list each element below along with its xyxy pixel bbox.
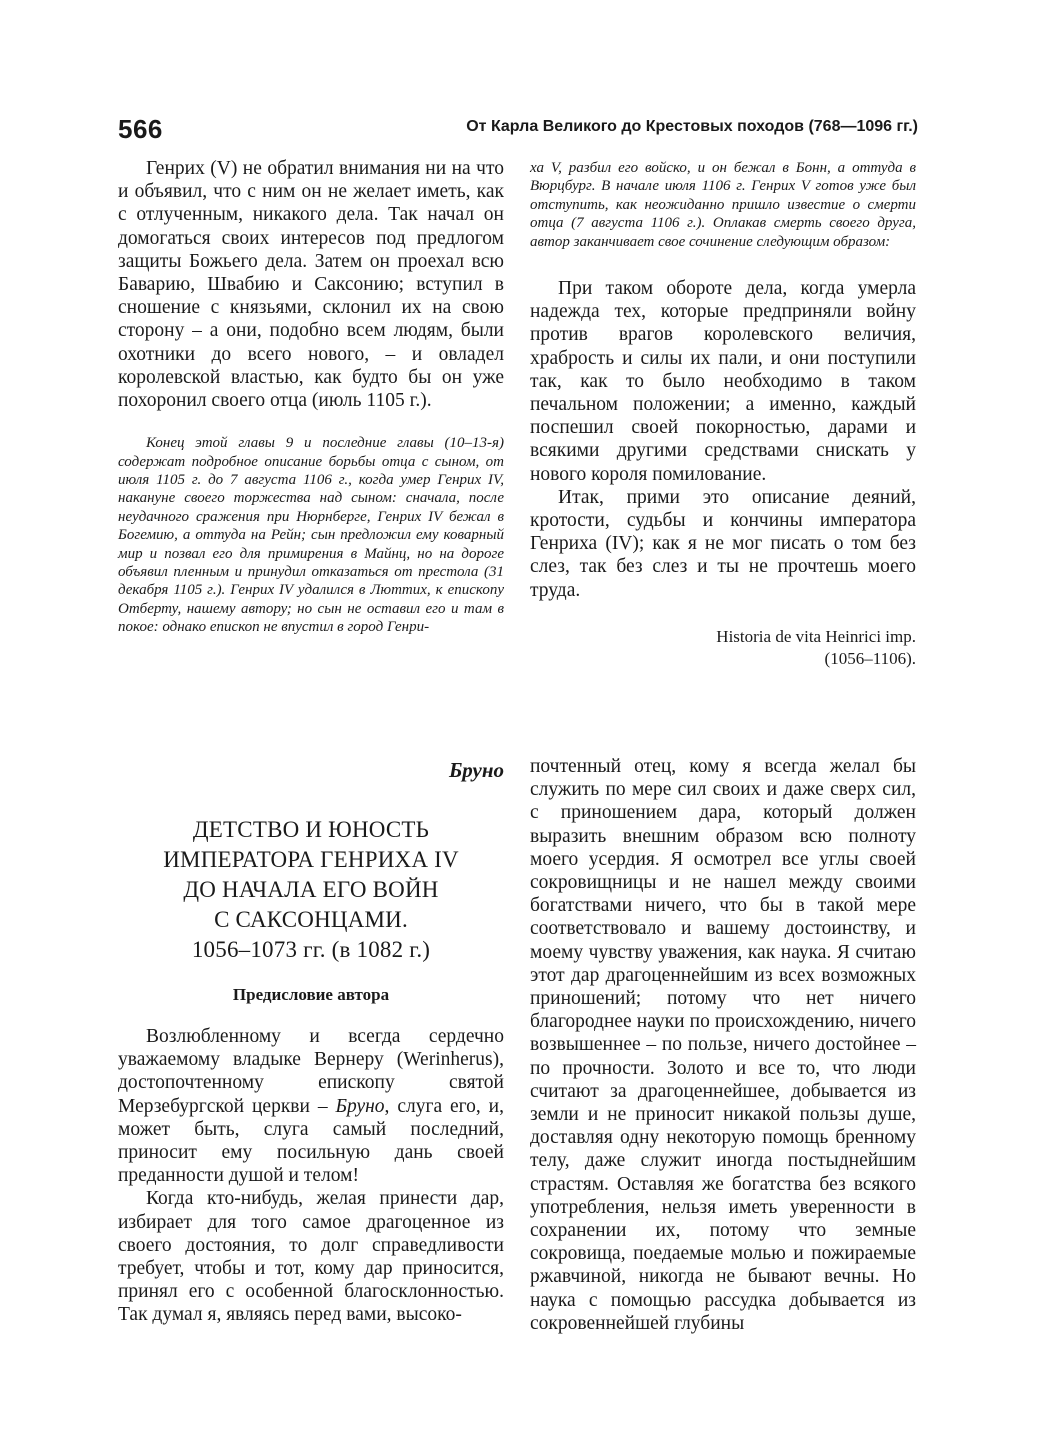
title-line: ДЕТСТВО И ЮНОСТЬ xyxy=(192,817,430,842)
paragraph-text: Итак, прими это описание деяний, кротости, судьбы и кончины императора Генриха (IV); как я не мог писать о том без слез, так без слез и ты не прочтешь моего труда. xyxy=(530,486,916,601)
left-top-column xyxy=(118,157,504,637)
source-line: (1056–1106). xyxy=(824,648,916,668)
paragraph-text: Генрих (V) не обратил внимания ни на что и объявил, что с ним он не желает иметь, как с отлученным, никакого дела. Так начал он домогаться своих интересов под предлогом защиты Божьего дела. Затем он проехал всю Баварию, Швабию и Саксонию; вступил в сношение с князьями, склонил их на свою сторону – а они, подобно всем людям, были охотники до всего нового, – и овладел королевской властью, как будто бы он уже похоронил своего отца (июль 1105 г.). xyxy=(118,158,504,412)
editorial-note xyxy=(118,434,504,636)
source-citation xyxy=(530,626,916,670)
title-line: 1056–1073 гг. (в 1082 г.) xyxy=(191,937,431,962)
paragraph-text xyxy=(118,1025,504,1187)
body-paragraph xyxy=(118,157,504,412)
author-name: Бруно xyxy=(335,1095,385,1117)
dedication-text: Возлюбленному и всегда сердечно уважаемому владыке Вернеру (Werinherus), достопочтенному епископу святой Мерзебургской церкви – xyxy=(118,1026,504,1117)
title-line: ДО НАЧАЛА ЕГО ВОЙН xyxy=(183,877,439,902)
preface-title: Предисловие автора xyxy=(232,985,390,1004)
title-line: С САКСОНЦАМИ. xyxy=(214,907,408,932)
body-paragraph xyxy=(530,755,916,1335)
chapter-title xyxy=(118,815,504,965)
body-paragraphs xyxy=(118,1025,504,1327)
running-title: От Карла Великого до Крестовых походов (768—1096 гг.) xyxy=(466,118,918,135)
left-bottom-column xyxy=(118,1025,504,1327)
note-text: ха V, разбил его войско, и он бежал в Бонн, а оттуда в Вюрцбург. В начале июля 1106 г. Генрих V готов уже был отступить, как неожиданно пришло известие о смерти отца (7 августа 1106 г.). Оплакав смерть своего друга, автор заканчивает свое сочинение следующим образом: xyxy=(530,160,916,250)
editorial-note-continued xyxy=(530,159,916,251)
section-author: Бруно xyxy=(448,758,504,782)
title-line: ИМПЕРАТОРА ГЕНРИХА IV xyxy=(163,847,459,872)
source-line: Historia de vita Heinrici imp. xyxy=(716,626,916,646)
paragraph-text: При таком обороте дела, когда умерла надежда тех, которые предприняли войну против врагов королевского величия, храбрость и силы их пали, и они поступили так, как то было необходимо в таком печальном положении; а именно, каждый поспешил своей покорностью, дарами и всякими другими средствами снискать у нового короля помилование. xyxy=(530,278,916,485)
right-bottom-column xyxy=(530,755,916,1335)
note-text: Конец этой главы 9 и последние главы (10–13-я) содержат подробное описание борьбы отца с сыном, от июля 1105 г. до 7 августа 1106 г., когда умер Генрих IV, накануне своего торжества над сыном: сначала, после неудачного сражения при Нюрнберге, Генрих IV бежал в Богемию, а оттуда на Рейн; сын предложил ему коварный мир и позвал его для примирения в Майнц, но на дороге объявил пленным и принудил отказаться от престола (31 декабря 1105 г.). Генрих IV удалился в Люттих, к епископу Отберту, нашему автору; но сын не оставил его и там в покое: однако епископ не впустил в город Генри- xyxy=(118,435,504,636)
paragraph-text: почтенный отец, кому я всегда желал бы служить по мере сил своих и даже сверх сил, с приношением дара, который должен выразить внешним образом всю полноту моего усердия. Я осмотрел все углы своей сокровищницы и не нашел между своими богатствами ничего, что бы в такой мере соответствовало и вашему достоинству, и моему чувству уважения, как наука. Я считаю этот дар драгоценнейшим из всех возможных приношений; потому что нет ничего благороднее науки по происхождению, ничего возвышеннее – по пользе, ничего достойнее – по прочности. Золото и все то, что люди считают за драгоценнейшее, добывается из земли и не приносит никакой пользы душе, доставляя одну некоторую помощь бренному телу, даже служит иногда постыднейшим страстям. Оставляя же богатства без всякого употребления, нельзя иметь уверенности в сохранении их, потому что земные сокровища, поедаемые молью и пожираемые ржавчиной, никогда не бывают вечны. Но наука с помощью рассудка добывается из сокровеннейшей глубины xyxy=(530,756,916,1334)
body-paragraphs xyxy=(530,277,916,602)
paragraph-text: Когда кто-нибудь, желая принести дар, избирает для того самое драгоценное из своего достояния, то долг справедливости требует, чтобы и тот, кому дар приносится, принял его с особенной благосклонностью. Так думал я, являясь перед вами, высоко- xyxy=(118,1188,504,1326)
right-top-column xyxy=(530,159,916,670)
page-number: 566 xyxy=(118,114,163,144)
dedication-text-end: , слуга его, и, может быть, слуга самый последний, приносит ему посильную дань своей преданности душой и телом! xyxy=(118,1095,504,1187)
